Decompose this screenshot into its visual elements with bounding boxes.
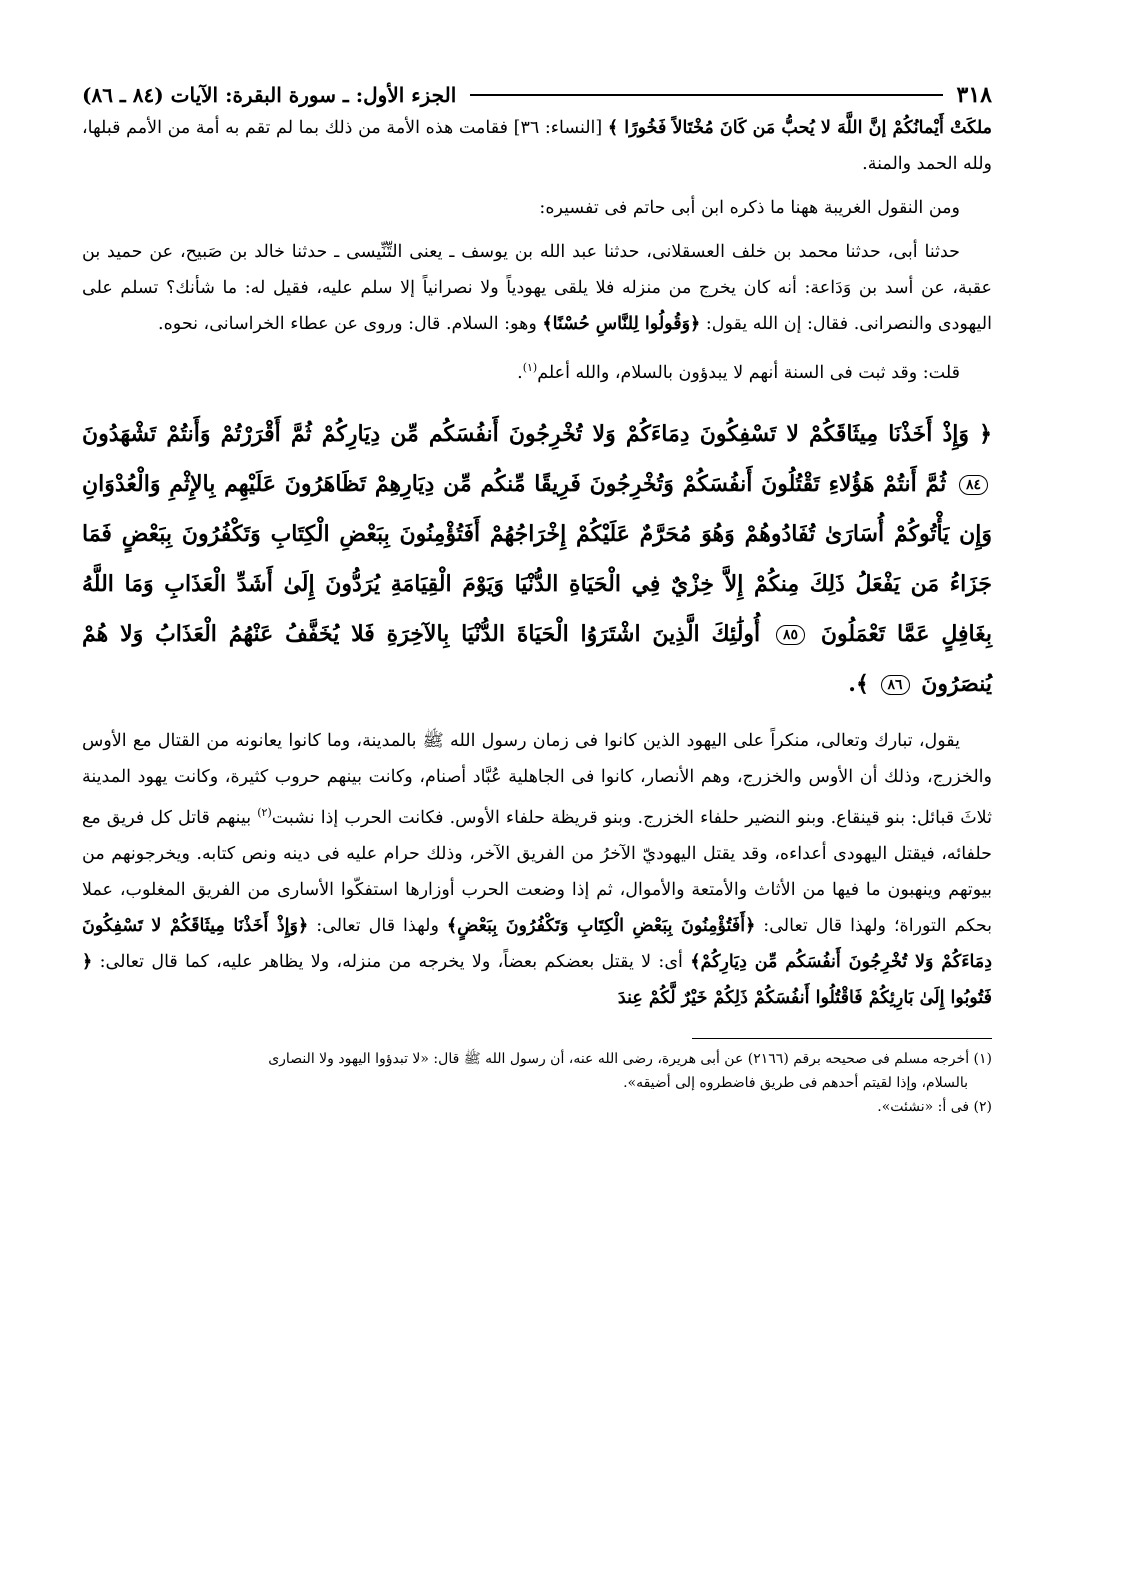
- commentary-verse-c: ﴿ فَتُوبُوا إِلَىٰ بَارِئِكُمْ فَاقْتُلُوا أَنفُسَكُمْ ذَلِكُمْ خَيْرٌ لَّكُمْ عِندَ: [82, 951, 992, 1008]
- hadith-paragraph: [82, 234, 992, 342]
- commentary-text-1: يقول، تبارك وتعالى، منكراً على اليهود الذين كانوا فى زمان رسول الله ﷺ بالمدينة، وما كانوا يعانونه من القتال مع الأوس والخزرج، وذلك أن الأوس والخزرج، وهم الأنصار، كانوا فى الجاهلية عُبَّاد أصنام، وكانت بينهم حروب كثيرة، وكانت يهود المدينة ثلاثَ قبائل: بنو قينقاع. وبنو النضير حلفاء الخزرج. وبنو قريظة حلفاء الأوس. فكانت الحرب إذا نشبت: [82, 730, 992, 828]
- verse-open-bracket: ﴿: [979, 420, 992, 447]
- qultu-text: قلت: وقد ثبت فى السنة أنهم لا يبدؤون بالسلام، والله أعلم: [537, 362, 960, 383]
- commentary-verse-b: ﴿وَإِذْ أَخَذْنَا مِيثَاقَكُمْ لا تَسْفِكُونَ دِمَاءَكُمْ وَلا تُخْرِجُونَ أَنفُسَكُم مِّن دِيَارِكُمْ﴾: [82, 915, 992, 972]
- commentary-text-2: بينهم قاتل كل فريق مع حلفائه، فيقتل اليهودى أعداءه، وقد يقتل اليهوديّ الآخرُ من الفريق الآخر، وذلك حرام عليه فى دينه ونص كتابه. ويخرجونهم من بيوتهم وينهبون ما فيها من الأثاث والأمتعة والأموال، ثم إذا وضعت الحرب أوزارها استفكّوا الأسارى من الفريق المغلوب، عملا بحكم التوراة؛ ولهذا قال تعالى:: [82, 807, 992, 936]
- hadith-text-2: وهو: السلام. قال: وروى عن عطاء الخراسانى، نحوه.: [158, 314, 543, 334]
- qultu-end: .: [517, 362, 523, 383]
- commentary-verse-a: ﴿أَفَتُؤْمِنُونَ بِبَعْضِ الْكِتَابِ وَتَكْفُرُونَ بِبَعْضٍ﴾: [446, 915, 756, 936]
- header-rule: [470, 94, 942, 96]
- commentary-paragraph: [82, 723, 992, 1016]
- verse-84-text: وَإِذْ أَخَذْنَا مِيثَاقَكُمْ لا تَسْفِكُونَ دِمَاءَكُمْ وَلا تُخْرِجُونَ أَنفُسَكُم مِّن دِيَارِكُمْ ثُمَّ أَقْرَرْتُمْ وَأَنتُمْ تَشْهَدُونَ: [82, 420, 969, 447]
- running-title: الجزء الأول: ـ سورة البقرة: الآيات (٨٤ ـ ٨٦): [82, 83, 457, 107]
- footnote-ref-1[interactable]: (١): [522, 361, 538, 374]
- page-number: ٣١٨: [956, 82, 992, 108]
- page-header: [82, 82, 992, 110]
- verse-close-bracket: ﴾.: [848, 670, 869, 697]
- commentary-text-4: أى: لا يقتل بعضكم بعضاً، ولا يخرجه من منزله، ولا يظاهر عليه، كما قال تعالى:: [92, 951, 691, 972]
- intro-paragraph: [82, 110, 992, 182]
- footnote-1: (١) أخرجه مسلم فى صحيحه برقم (٢١٦٦) عن أبى هريرة، رضى الله عنه، أن رسول الله ﷺ قال: «لا تبدؤوا اليهود ولا النصارى: [268, 1050, 992, 1067]
- strange-reports-paragraph: ومن النقول الغريبة ههنا ما ذكره ابن أبى حاتم فى تفسيره:: [539, 198, 960, 218]
- footnotes: [82, 1047, 992, 1119]
- footnote-1-continuation: بالسلام، وإذا لقيتم أحدهم فى طريق فاضطروه إلى أضيقه».: [623, 1074, 968, 1091]
- footnote-ref-2[interactable]: (٢): [257, 805, 272, 819]
- verse-85-text: ثُمَّ أَنتُمْ هَؤُلاءِ تَقْتُلُونَ أَنفُسَكُمْ وَتُخْرِجُونَ فَرِيقًا مِّنكُم مِّن دِيَارِهِمْ تَظَاهَرُونَ عَلَيْهِم بِالإِثْمِ وَالْعُدْوَانِ وَإِن يَأْتُوكُمْ أُسَارَىٰ تُفَادُوهُمْ وَهُوَ مُحَرَّمٌ عَلَيْكُمْ إِخْرَاجُهُمْ أَفَتُؤْمِنُونَ بِبَعْضِ الْكِتَابِ وَتَكْفُرُونَ بِبَعْضٍ فَمَا جَزَاءُ مَن يَفْعَلُ ذَلِكَ مِنكُمْ إِلاَّ خِزْيٌ فِي الْحَيَاةِ الدُّنْيَا وَيَوْمَ الْقِيَامَةِ يُرَدُّونَ إِلَىٰ أَشَدِّ الْعَذَابِ وَمَا اللَّهُ بِغَافِلٍ عَمَّا تَعْمَلُونَ: [82, 470, 992, 647]
- verse-number-86: ٨٦: [881, 675, 910, 695]
- intro-verse: ملكَتْ أَيْمانُكُمْ إنَّ اللَّهَ لا يُحبُّ مَن كَانَ مُخْتَالاً فَخُورًا ﴾: [607, 118, 993, 138]
- commentary-text-3: ولهذا قال تعالى:: [308, 915, 447, 936]
- hadith-verse: ﴿وَقُولُوا لِلنَّاسِ حُسْنًا﴾: [542, 314, 701, 334]
- page: [82, 82, 992, 1119]
- qultu-paragraph: [82, 350, 992, 391]
- verse-number-85: ٨٥: [776, 625, 805, 645]
- verse-86-text: أُولَٰئِكَ الَّذِينَ اشْتَرَوُا الْحَيَاةَ الدُّنْيَا بِالآخِرَةِ فَلا يُخَفَّفُ عَنْهُمُ الْعَذَابُ وَلا هُمْ يُنصَرُونَ: [82, 620, 992, 697]
- verse-number-84: ٨٤: [959, 475, 988, 495]
- quran-verse-block: [82, 409, 992, 709]
- footnote-2: (٢) فى أ: «نشئت».: [877, 1098, 992, 1115]
- intro-text: [النساء: ٣٦] فقامت هذه الأمة من ذلك بما لم تقم به أمة من الأمم قبلها، ولله الحمد والمنة.: [82, 118, 992, 174]
- hadith-text-1: حدثنا أبى، حدثنا محمد بن خلف العسقلانى، حدثنا عبد الله بن يوسف ـ يعنى التِّنِّيسى ـ حدثنا خالد بن صَبيح، عن حميد بن عقبة، عن أسد بن وَدَاعة: أنه كان يخرج من منزله فلا يلقى يهودياً ولا نصرانياً إلا سلم عليه، فقيل له: ما شأنك؟ تسلم على اليهودى والنصرانى. فقال: إن الله يقول:: [82, 242, 992, 334]
- footnote-separator: [692, 1038, 992, 1039]
